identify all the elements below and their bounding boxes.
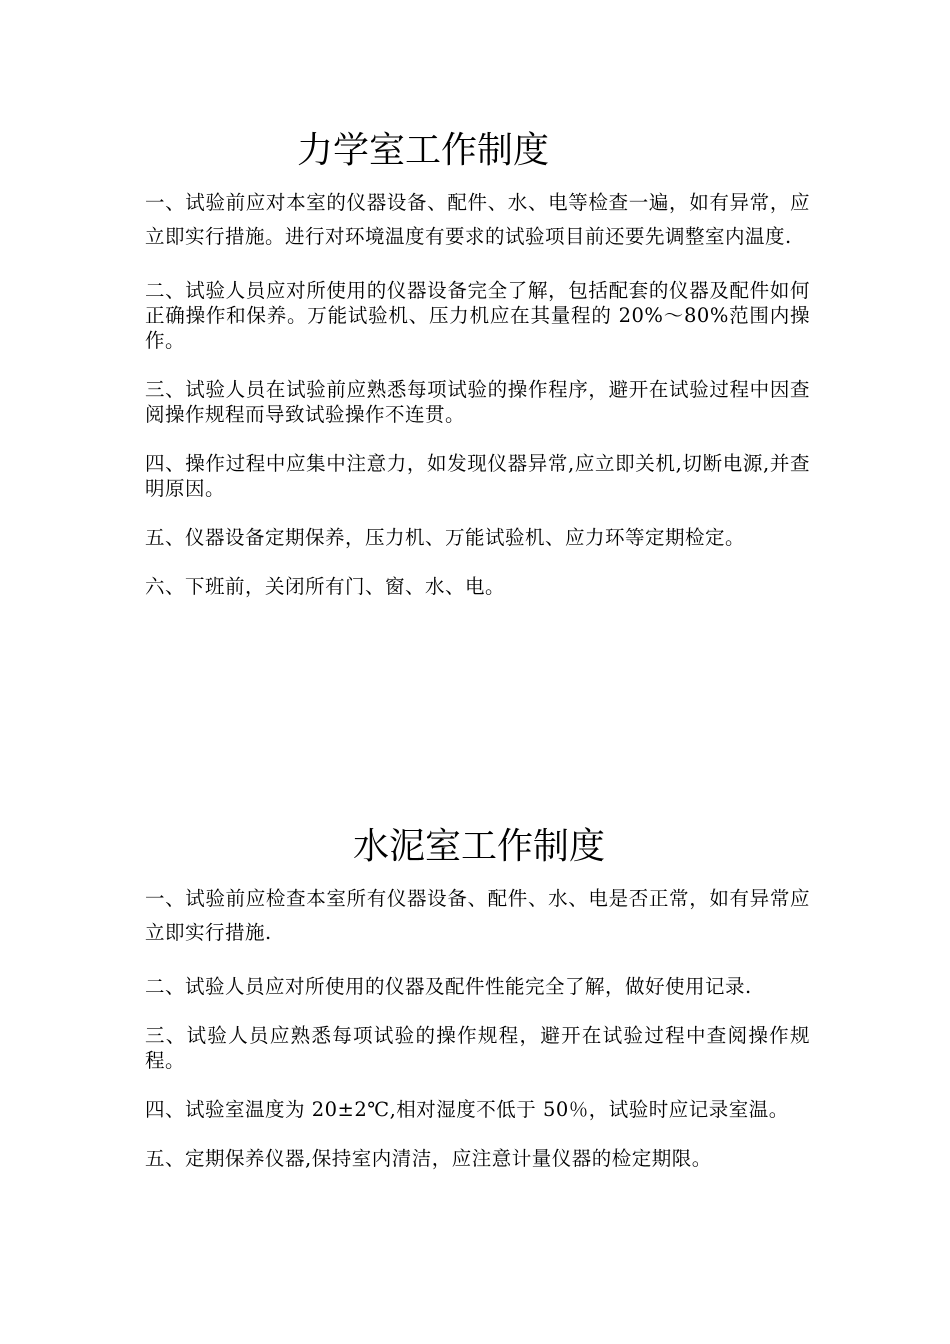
rule-paragraph: 四、试验室温度为 20±2℃,相对湿度不低于 50％，试验时应记录室温。 <box>145 1098 789 1121</box>
rule-paragraph: 一、试验前应检查本室所有仪器设备、配件、水、电是否正常，如有异常应立即实行措施. <box>145 887 810 944</box>
rule-paragraph: 五、定期保养仪器,保持室内清洁，应注意计量仪器的检定期限。 <box>145 1147 712 1170</box>
rule-paragraph: 二、试验人员应对所使用的仪器及配件性能完全了解，做好使用记录. <box>145 975 752 998</box>
section-title: 力学室工作制度 <box>297 130 550 171</box>
rule-paragraph: 五、仪器设备定期保养，压力机、万能试验机、应力环等定期检定。 <box>145 526 746 549</box>
rule-paragraph: 六、下班前，关闭所有门、窗、水、电。 <box>145 575 506 598</box>
rule-paragraph: 二、试验人员应对所使用的仪器设备完全了解，包括配套的仪器及配件如何正确操作和保养。万能试验机、压力机应在其量程的 20%～80%范围内操作。 <box>145 279 810 352</box>
rule-paragraph: 三、试验人员应熟悉每项试验的操作规程，避开在试验过程中查阅操作规程。 <box>145 1024 810 1072</box>
rule-paragraph: 三、试验人员在试验前应熟悉每项试验的操作程序，避开在试验过程中因查阅操作规程而导致试验操作不连贯。 <box>145 378 810 426</box>
section-title: 水泥室工作制度 <box>353 826 606 867</box>
section-cement-lab <box>145 824 810 1171</box>
section-mechanics-lab <box>145 128 810 599</box>
rule-paragraph: 一、试验前应对本室的仪器设备、配件、水、电等检查一遍，如有异常，应立即实行措施。进行对环境温度有要求的试验项目前还要先调整室内温度. <box>145 191 810 248</box>
rule-paragraph: 四、操作过程中应集中注意力，如发现仪器异常,应立即关机,切断电源,并查明原因。 <box>145 452 810 500</box>
